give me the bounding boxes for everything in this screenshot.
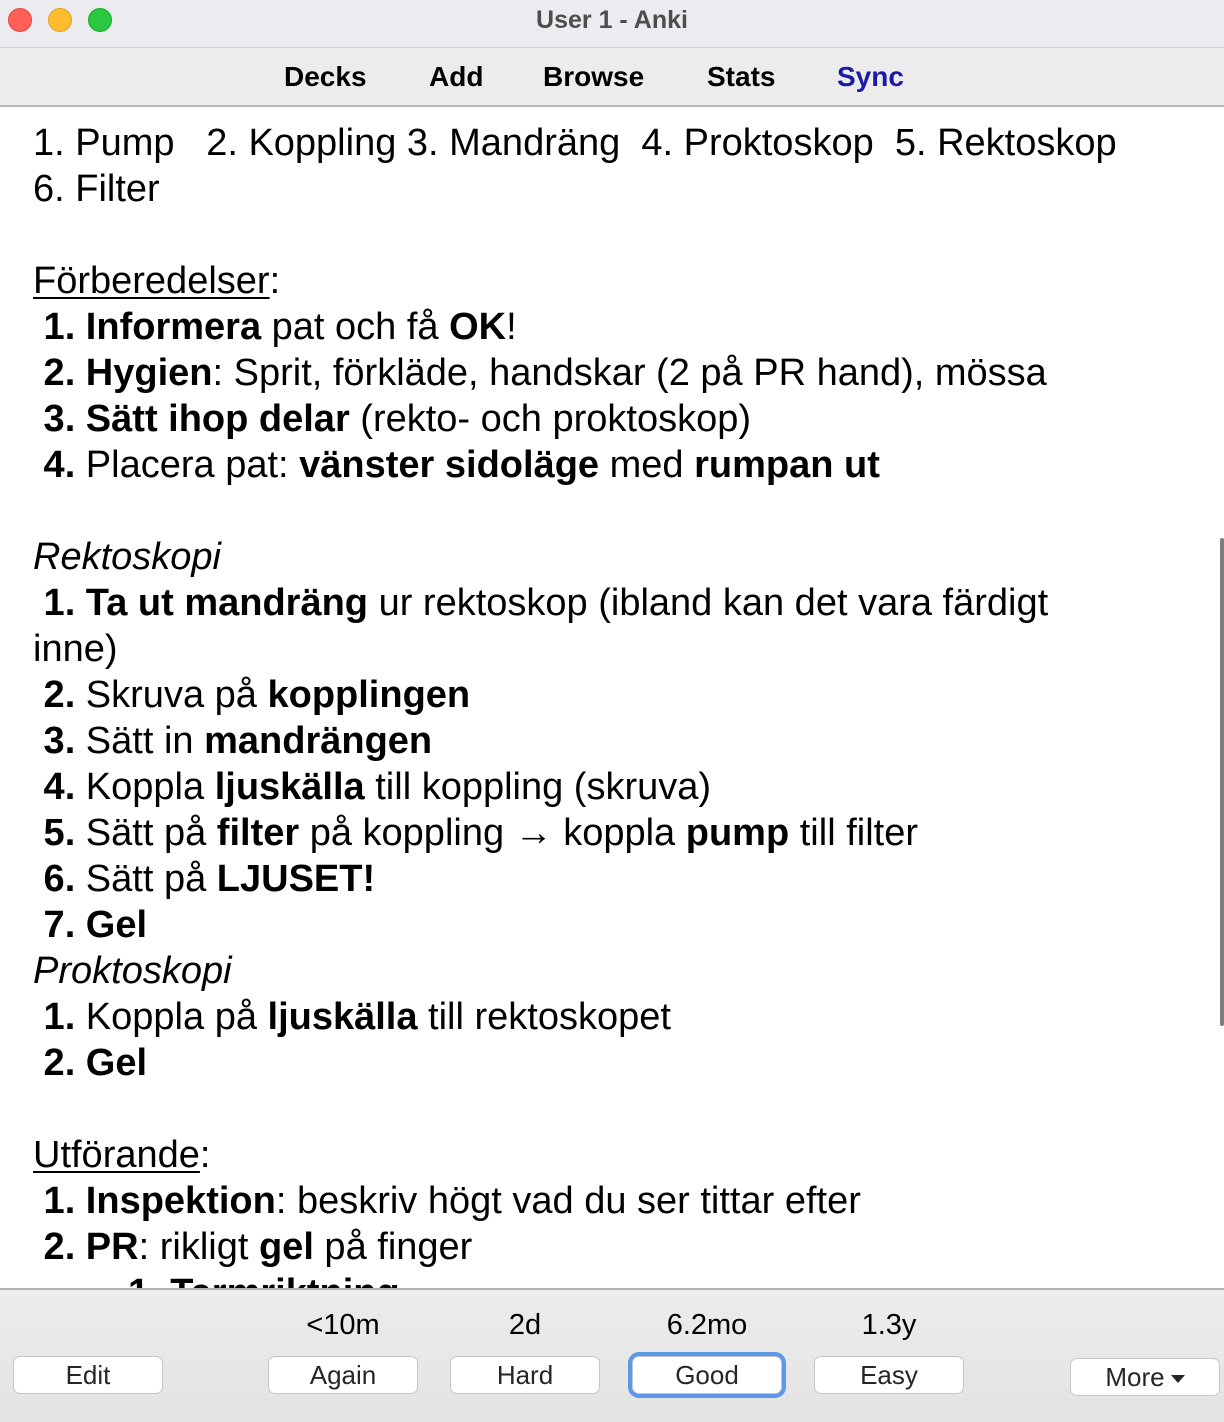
card-line	[33, 442, 1203, 488]
card-text: 4.	[33, 766, 76, 808]
card-text: 1.	[33, 996, 76, 1038]
card-text: Sätt på	[75, 858, 217, 900]
card-line	[33, 1224, 1203, 1270]
more-label: More	[1105, 1362, 1165, 1392]
card-line	[33, 1178, 1203, 1224]
hard-button[interactable]: Hard	[450, 1356, 600, 1394]
card-text: 7. Gel	[33, 904, 148, 946]
card-text: Sätt på	[75, 812, 217, 854]
card-line	[33, 672, 1203, 718]
caret-down-icon	[1171, 1375, 1185, 1383]
card-text: 2. Gel	[33, 1042, 148, 1084]
more-button[interactable]	[1070, 1358, 1220, 1396]
card-text: på finger	[313, 1226, 473, 1268]
card-text: mandrängen	[204, 720, 433, 762]
main-toolbar	[0, 48, 1224, 107]
card-text: Sätt in	[75, 720, 205, 762]
card-line	[33, 350, 1203, 396]
card-text: 6.	[33, 858, 76, 900]
hard-interval: 2d	[508, 1309, 542, 1341]
card-text: på koppling → koppla	[299, 812, 686, 854]
card-text: 2.	[33, 674, 76, 716]
card-line	[33, 718, 1203, 764]
card-text: : rikligt	[138, 1226, 259, 1268]
card-text: kopplingen	[267, 674, 471, 716]
card-text: :	[199, 1134, 211, 1176]
answer-bar	[0, 1288, 1224, 1422]
card-text: !	[506, 306, 517, 348]
card-line	[33, 534, 1203, 580]
card-text: Förberedelser	[33, 260, 270, 302]
card-line	[33, 1040, 1203, 1086]
card-line	[33, 1086, 1203, 1132]
again-button[interactable]: Again	[268, 1356, 418, 1394]
card-text: 3.	[33, 720, 76, 762]
again-interval: <10m	[306, 1309, 380, 1341]
edit-button[interactable]: Edit	[13, 1356, 163, 1394]
card-text: 1. Ta ut mandräng	[33, 582, 369, 624]
easy-button[interactable]: Easy	[814, 1356, 964, 1394]
window-title: User 1 - Anki	[536, 6, 688, 34]
vertical-scrollbar[interactable]	[1220, 538, 1224, 1026]
card-text: vänster sidoläge	[299, 444, 600, 486]
decks-link[interactable]: Decks	[284, 61, 367, 92]
card-text: 1. Informera	[33, 306, 262, 348]
card-line	[33, 948, 1203, 994]
easy-interval: 1.3y	[861, 1309, 917, 1341]
card-text: Koppla	[75, 766, 215, 808]
card-text: 3. Sätt ihop delar	[33, 398, 350, 440]
card-text: gel	[258, 1226, 314, 1268]
card-line	[33, 212, 1203, 258]
card-line	[33, 396, 1203, 442]
card-line	[33, 258, 1203, 304]
card-text: ljuskälla	[214, 766, 365, 808]
card-text: 5.	[33, 812, 76, 854]
card-text: 2. PR	[33, 1226, 139, 1268]
card-text: OK	[449, 306, 507, 348]
card-view[interactable]	[0, 108, 1224, 1288]
card-line	[33, 120, 1203, 166]
card-line	[33, 902, 1203, 948]
card-text: 2. Hygien	[33, 352, 213, 394]
card-text: (rekto- och proktoskop)	[349, 398, 751, 440]
card-line	[33, 1132, 1203, 1178]
card-line	[33, 580, 1203, 626]
good-interval: 6.2mo	[666, 1309, 748, 1341]
card-text: 1. Inspektion	[33, 1180, 276, 1222]
card-text: rumpan ut	[694, 444, 880, 486]
card-line	[33, 994, 1203, 1040]
card-text: ljuskälla	[267, 996, 418, 1038]
card-text: till koppling (skruva)	[364, 766, 712, 808]
stats-link[interactable]: Stats	[707, 61, 776, 92]
card-line	[33, 764, 1203, 810]
title-bar	[0, 0, 1224, 48]
card-line	[33, 810, 1203, 856]
card-text: 1. Pump 2. Koppling 3. Mandräng 4. Proktoskop 5. Rektoskop	[33, 122, 1117, 164]
card-text: : beskriv högt vad du ser tittar efter	[275, 1180, 861, 1222]
card-text: filter	[216, 812, 300, 854]
good-button[interactable]: Good	[632, 1356, 782, 1394]
card-text: : Sprit, förkläde, handskar (2 på PR hand), mössa	[212, 352, 1047, 394]
card-text: :	[269, 260, 281, 302]
sync-link[interactable]: Sync	[837, 61, 904, 92]
card-text: Rektoskopi	[33, 536, 221, 578]
card-line	[33, 166, 1203, 212]
card-line	[33, 856, 1203, 902]
card-line	[33, 304, 1203, 350]
add-link[interactable]: Add	[429, 61, 484, 92]
card-text: LJUSET!	[216, 858, 376, 900]
card-text: till rektoskopet	[417, 996, 671, 1038]
card-text: inne)	[33, 628, 118, 670]
card-text: ur rektoskop (ibland kan det vara färdigt	[368, 582, 1049, 624]
card-text: Skruva på	[75, 674, 268, 716]
card-text: pat och få	[261, 306, 450, 348]
card-text: pump	[685, 812, 790, 854]
card-text: Utförande	[33, 1134, 200, 1176]
card-text: Koppla på	[75, 996, 268, 1038]
card-text: Placera pat:	[75, 444, 300, 486]
browse-link[interactable]: Browse	[543, 61, 645, 92]
card-line	[33, 626, 1203, 672]
card-text: med	[599, 444, 695, 486]
card-content	[33, 120, 1203, 1316]
card-text: 6. Filter	[33, 168, 160, 210]
card-line	[33, 488, 1203, 534]
card-text: till filter	[789, 812, 918, 854]
card-text: Proktoskopi	[33, 950, 232, 992]
card-text: 4.	[33, 444, 76, 486]
